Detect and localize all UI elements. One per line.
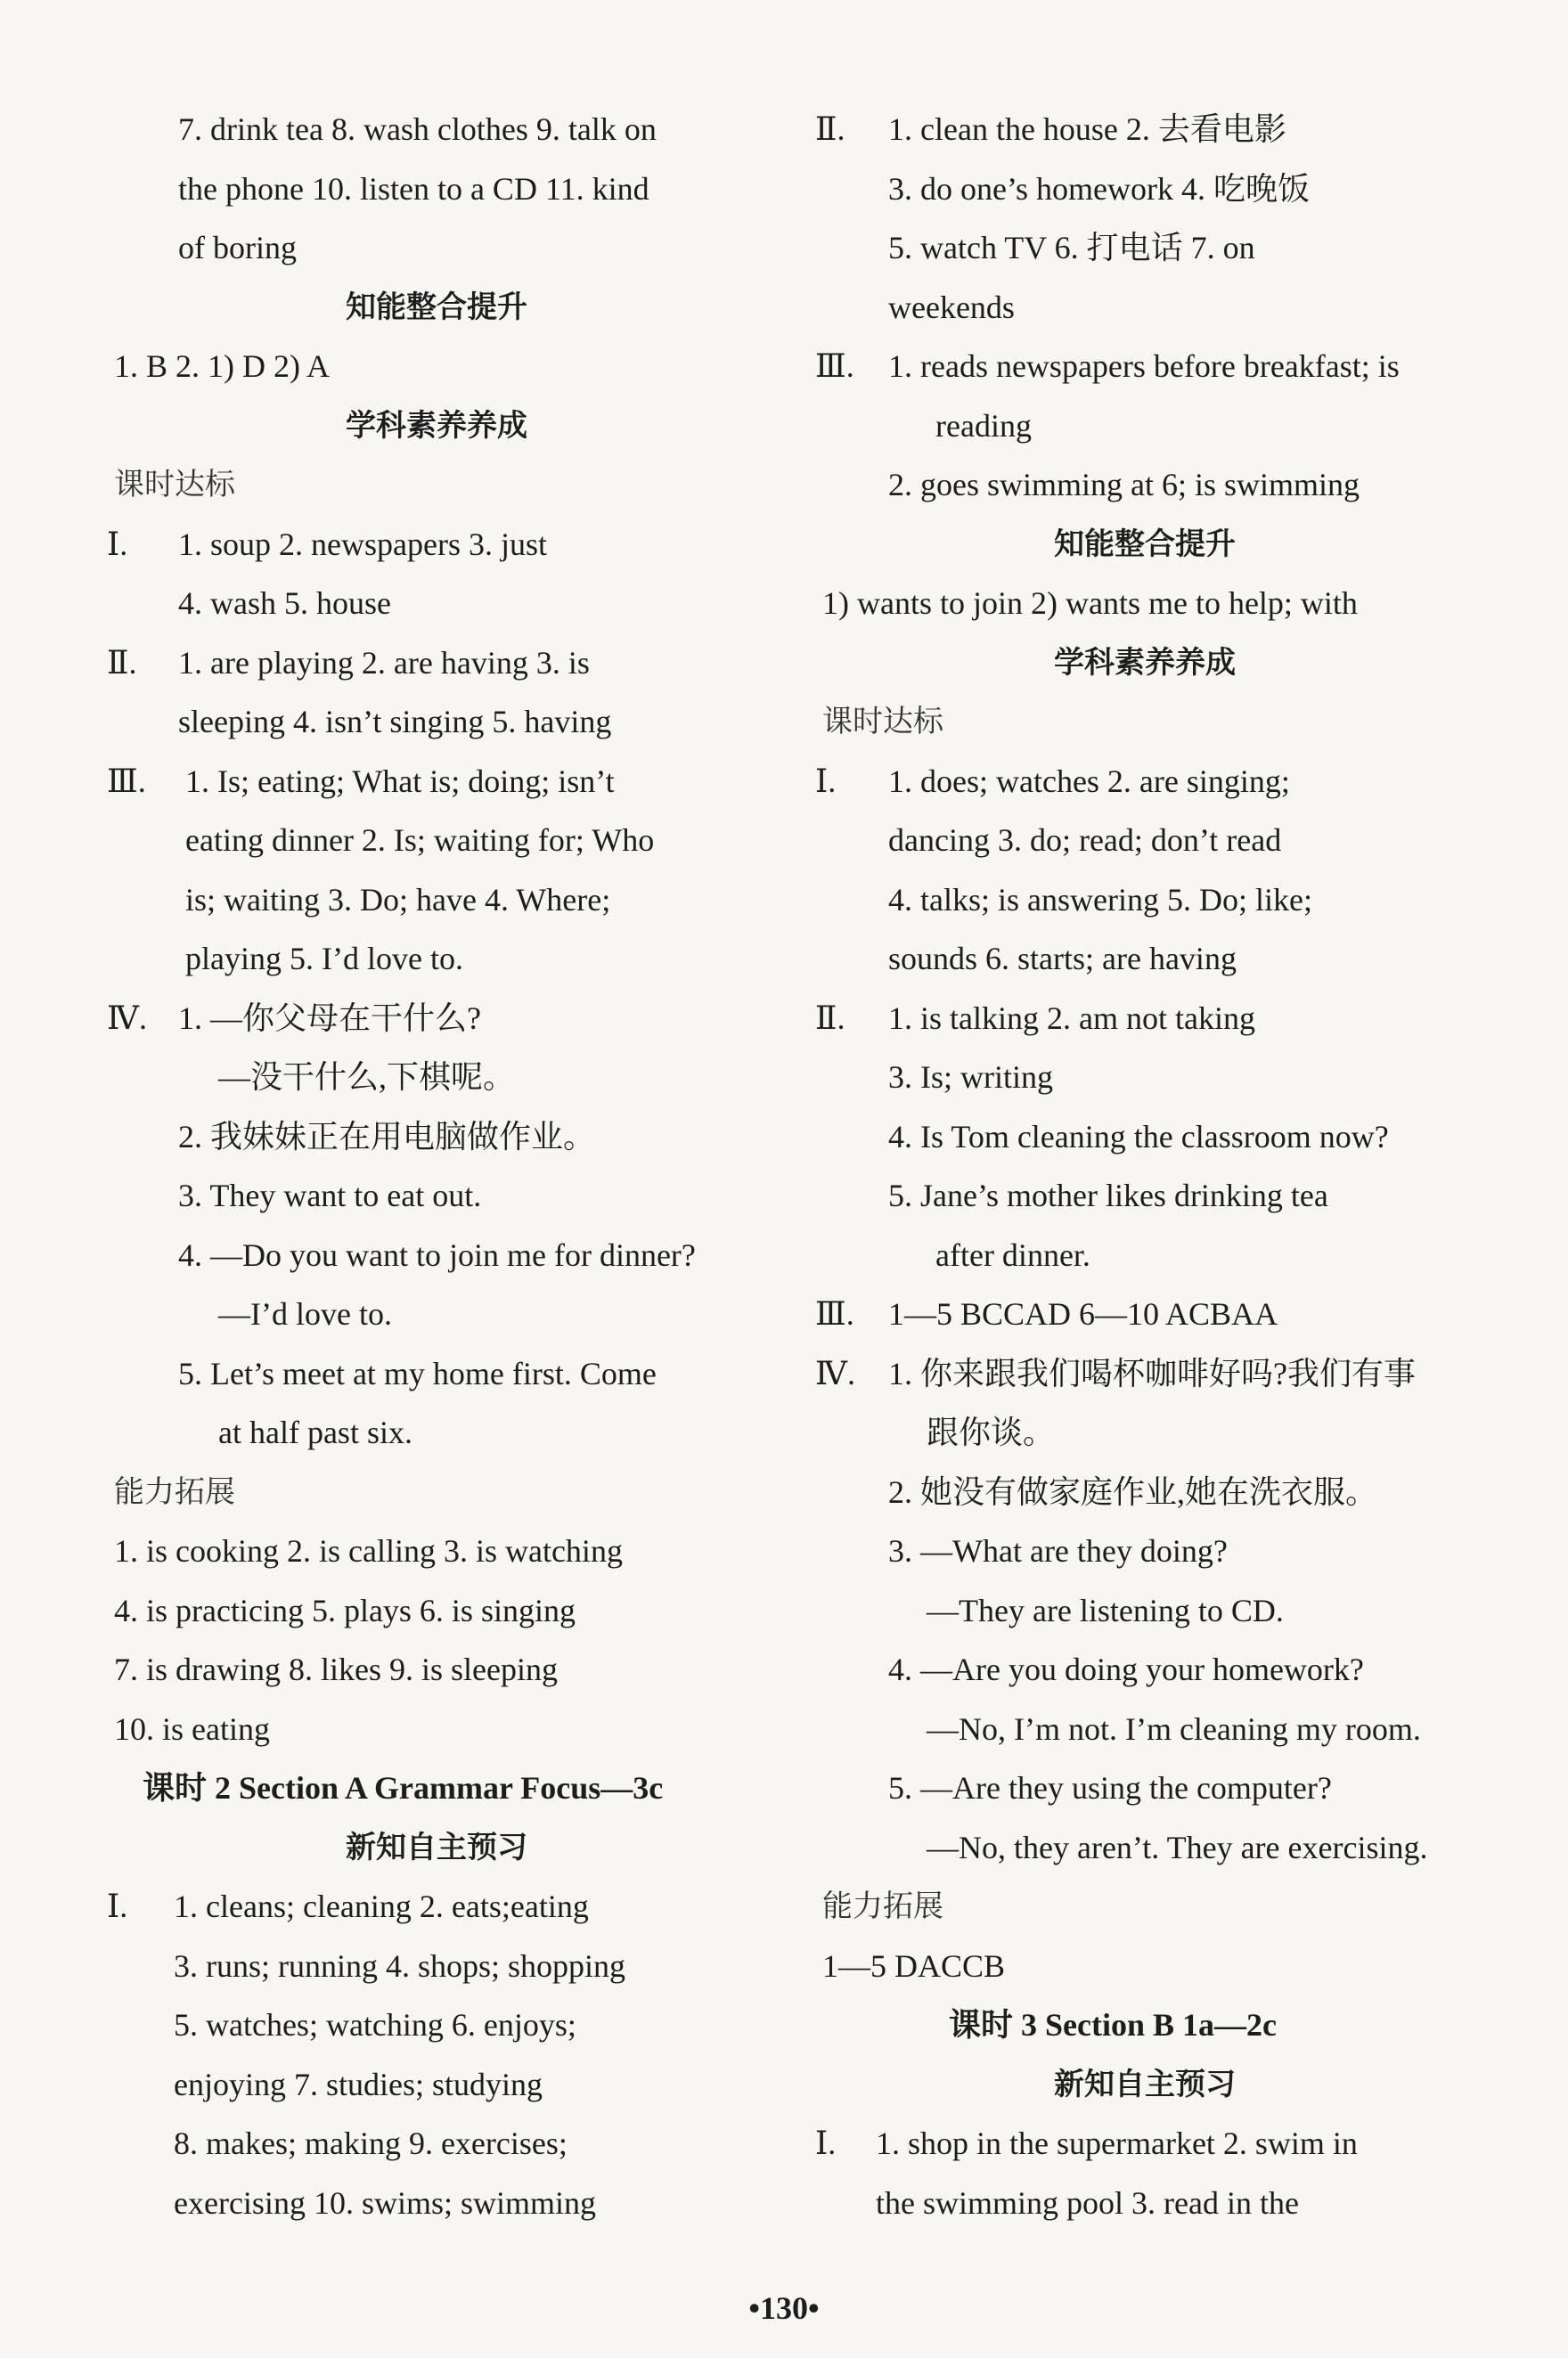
subsection-label	[107, 1463, 766, 1522]
line-text: of boring	[178, 230, 297, 265]
line-text: 1. is talking 2. am not taking	[888, 999, 1255, 1036]
subsection-label	[107, 455, 766, 515]
line-text: 3. —What are they doing?	[888, 1533, 1228, 1569]
line-text: 跟你谈。	[927, 1415, 1056, 1450]
answer-line	[815, 1403, 1474, 1463]
answer-line	[815, 752, 1474, 812]
line-text: 5. watches; watching 6. enjoys;	[174, 2007, 576, 2043]
roman-numeral: Ⅳ.	[815, 1355, 855, 1391]
line-text: 1. —你父母在干什么?	[178, 999, 481, 1036]
lesson-title	[815, 1995, 1474, 2055]
answer-line	[107, 929, 766, 989]
section-heading: 知能整合提升	[1054, 526, 1236, 562]
answer-line	[107, 1877, 766, 1937]
line-text: at half past six.	[218, 1415, 412, 1450]
answer-line	[815, 1107, 1474, 1167]
line-text: —They are listening to CD.	[927, 1592, 1284, 1628]
answer-line	[815, 218, 1474, 278]
answer-line	[107, 1995, 766, 2055]
answer-line	[107, 870, 766, 930]
line-text: 1. Is; eating; What is; doing; isn’t	[185, 763, 615, 799]
line-text: 7. is drawing 8. likes 9. is sleeping	[114, 1652, 558, 1687]
roman-numeral: Ⅱ.	[815, 999, 845, 1036]
line-text: the phone 10. listen to a CD 11. kind	[178, 170, 649, 207]
line-text: 3. Is; writing	[888, 1059, 1053, 1095]
line-text: sleeping 4. isn’t singing 5. having	[178, 704, 612, 739]
line-text: 5. —Are they using the computer?	[888, 1770, 1332, 1806]
line-text: 5. Jane’s mother likes drinking tea	[888, 1178, 1328, 1213]
answer-line	[815, 455, 1474, 515]
line-text: playing 5. I’d love to.	[185, 941, 463, 976]
subsection-label	[815, 692, 1474, 752]
answer-line	[107, 811, 766, 870]
line-text: 10. is eating	[114, 1710, 270, 1747]
line-text: the swimming pool 3. read in the	[876, 2184, 1299, 2221]
line-text: 1) wants to join 2) wants me to help; with	[822, 585, 1358, 621]
line-text: 1. soup 2. newspapers 3. just	[178, 526, 547, 562]
line-text: 4. is practicing 5. plays 6. is singing	[114, 1592, 576, 1628]
answer-line	[815, 929, 1474, 989]
line-text: 1. shop in the supermarket 2. swim in	[876, 2125, 1358, 2161]
answer-line	[815, 1758, 1474, 1818]
page-number: •130•	[748, 2290, 820, 2326]
section-heading: 知能整合提升	[346, 289, 527, 325]
answer-line	[815, 1285, 1474, 1344]
answer-line	[107, 1107, 766, 1167]
subsection-label	[815, 1877, 1474, 1937]
roman-numeral: Ⅲ.	[107, 763, 146, 799]
answer-line	[107, 2055, 766, 2115]
answer-line	[107, 515, 766, 575]
answer-line	[815, 396, 1474, 456]
answer-line	[107, 1522, 766, 1581]
line-text: after dinner.	[935, 1236, 1090, 1273]
section-heading: 学科素养养成	[346, 407, 527, 444]
section-heading: 新知自主预习	[1054, 2066, 1236, 2102]
answer-line	[815, 1700, 1474, 1759]
line-text: 5. watch TV 6. 打电话 7. on	[888, 230, 1255, 265]
line-text: dancing 3. do; read; don’t read	[888, 822, 1282, 858]
answer-line	[107, 1700, 766, 1759]
answer-line	[107, 337, 766, 396]
roman-numeral: Ⅳ.	[107, 999, 147, 1036]
line-text: 8. makes; making 9. exercises;	[174, 2125, 568, 2161]
line-text: 2. goes swimming at 6; is swimming	[888, 467, 1360, 502]
answer-line	[107, 1344, 766, 1404]
line-text: 4. Is Tom cleaning the classroom now?	[888, 1118, 1389, 1155]
line-text: enjoying 7. studies; studying	[174, 2066, 543, 2102]
line-text: 课时达标	[114, 467, 235, 502]
line-text: reading	[935, 407, 1032, 444]
line-text: 3. They want to eat out.	[178, 1178, 482, 1213]
line-text: —No, I’m not. I’m cleaning my room.	[927, 1710, 1421, 1747]
roman-numeral: Ⅰ.	[107, 526, 128, 562]
answer-line	[107, 633, 766, 693]
answer-line	[815, 1522, 1474, 1581]
roman-numeral: Ⅱ.	[107, 644, 137, 681]
line-text: 2. 我妹妹正在用电脑做作业。	[178, 1118, 596, 1155]
line-text: 1. are playing 2. are having 3. is	[178, 644, 590, 681]
answer-line	[815, 2174, 1474, 2233]
answer-line	[815, 1937, 1474, 1996]
line-text: 2. 她没有做家庭作业,她在洗衣服。	[888, 1473, 1378, 1510]
answer-line	[815, 1581, 1474, 1641]
answer-line	[815, 159, 1474, 219]
answer-line	[107, 2114, 766, 2174]
answer-line	[107, 159, 766, 219]
answer-line	[107, 752, 766, 812]
line-text: 1. B 2. 1) D 2) A	[114, 348, 330, 384]
answer-line	[815, 1226, 1474, 1285]
line-text: 5. Let’s meet at my home first. Come	[178, 1355, 657, 1391]
answer-line	[815, 989, 1474, 1048]
answer-line	[107, 1581, 766, 1641]
roman-numeral: Ⅰ.	[107, 1889, 128, 1924]
line-text: —没干什么,下棋呢。	[218, 1059, 516, 1095]
roman-numeral: Ⅲ.	[815, 1296, 854, 1332]
section-heading: 新知自主预习	[346, 1829, 527, 1865]
line-text: 4. —Do you want to join me for dinner?	[178, 1236, 696, 1273]
answer-line	[815, 2114, 1474, 2174]
line-text: 4. wash 5. house	[178, 585, 391, 621]
answer-line	[107, 1226, 766, 1285]
answer-line	[107, 1937, 766, 1996]
answer-line	[815, 1818, 1474, 1878]
answer-line	[815, 1463, 1474, 1522]
answer-line	[815, 100, 1474, 159]
section-heading: 学科素养养成	[1054, 644, 1236, 681]
line-text: 7. drink tea 8. wash clothes 9. talk on	[178, 111, 657, 147]
line-text: sounds 6. starts; are having	[888, 941, 1237, 976]
line-text: 课时达标	[822, 704, 943, 739]
answer-line	[815, 337, 1474, 396]
answer-line	[107, 100, 766, 159]
line-text: weekends	[888, 289, 1015, 325]
line-text: 1. is cooking 2. is calling 3. is watching	[114, 1533, 623, 1569]
left-column	[107, 100, 766, 2232]
answer-line	[107, 692, 766, 752]
answer-line	[107, 1640, 766, 1700]
answer-line	[815, 811, 1474, 870]
answer-line	[107, 574, 766, 633]
answer-line	[107, 989, 766, 1048]
right-column	[815, 100, 1474, 2232]
line-text: 1—5 DACCB	[822, 1947, 1006, 1984]
answer-line	[107, 2174, 766, 2233]
line-text: 1. 你来跟我们喝杯咖啡好吗?我们有事	[888, 1355, 1416, 1391]
line-text: 能力拓展	[114, 1473, 235, 1510]
answer-line	[107, 1048, 766, 1107]
lesson-title	[107, 1758, 766, 1818]
line-text: 能力拓展	[822, 1889, 943, 1924]
roman-numeral: Ⅱ.	[815, 111, 845, 147]
line-text: 4. —Are you doing your homework?	[888, 1652, 1364, 1687]
answer-line	[815, 1344, 1474, 1404]
line-text: 4. talks; is answering 5. Do; like;	[888, 881, 1312, 918]
line-text: 课时 2 Section A Grammar Focus—3c	[143, 1770, 664, 1806]
line-text: 1. cleans; cleaning 2. eats;eating	[174, 1889, 589, 1924]
line-text: 1. does; watches 2. are singing;	[888, 763, 1290, 799]
answer-line	[815, 1640, 1474, 1700]
roman-numeral: Ⅰ.	[815, 2125, 837, 2161]
line-text: 3. do one’s homework 4. 吃晚饭	[888, 170, 1310, 207]
line-text: 1—5 BCCAD 6—10 ACBAA	[888, 1296, 1278, 1332]
line-text: 1. reads newspapers before breakfast; is	[888, 348, 1400, 384]
answer-line	[107, 1285, 766, 1344]
line-text: exercising 10. swims; swimming	[174, 2184, 596, 2221]
line-text: —No, they aren’t. They are exercising.	[927, 1829, 1428, 1865]
roman-numeral: Ⅲ.	[815, 348, 854, 384]
line-text: is; waiting 3. Do; have 4. Where;	[185, 881, 611, 918]
line-text: 3. runs; running 4. shops; shopping	[174, 1947, 626, 1984]
answer-line	[815, 278, 1474, 338]
answer-line	[107, 218, 766, 278]
answer-line	[107, 1403, 766, 1463]
line-text: 1. clean the house 2. 去看电影	[888, 111, 1286, 147]
line-text: eating dinner 2. Is; waiting for; Who	[185, 822, 655, 858]
roman-numeral: Ⅰ.	[815, 763, 837, 799]
answer-line	[815, 870, 1474, 930]
answer-line	[815, 574, 1474, 633]
line-text: 课时 3 Section B 1a—2c	[949, 2007, 1277, 2043]
answer-line	[815, 1166, 1474, 1226]
answer-line	[815, 1048, 1474, 1107]
line-text: —I’d love to.	[218, 1296, 392, 1332]
answer-line	[107, 1166, 766, 1226]
